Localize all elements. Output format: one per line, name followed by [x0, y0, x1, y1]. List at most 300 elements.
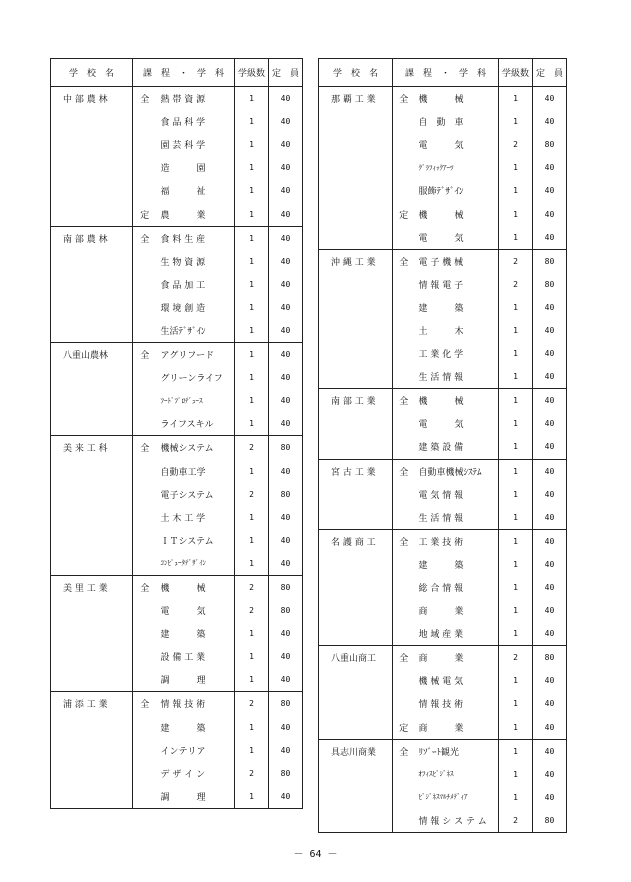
- course-type-cell: 全: [393, 646, 415, 670]
- school-name-cell: [319, 622, 393, 646]
- course-type-cell: [133, 506, 157, 529]
- capacity-cell: 40: [533, 319, 567, 342]
- table-row: [319, 646, 567, 670]
- school-name-cell: [319, 669, 393, 692]
- department-cell: 食 品 加 工: [157, 273, 235, 296]
- school-name-cell: 八重山商工: [319, 646, 393, 670]
- course-type-cell: [393, 273, 415, 296]
- table-row: [51, 296, 303, 319]
- school-name-cell: [51, 483, 133, 506]
- school-name-cell: 具志川商業: [319, 739, 393, 763]
- class-count-cell: 2: [235, 762, 269, 785]
- class-count-cell: 1: [499, 459, 533, 483]
- school-name-cell: 沖 縄 工 業: [319, 249, 393, 273]
- capacity-cell: 40: [533, 786, 567, 809]
- course-type-cell: [393, 110, 415, 133]
- school-name-cell: [51, 250, 133, 273]
- table-row: [51, 668, 303, 692]
- department-cell: 園 芸 科 学: [157, 133, 235, 156]
- table-row: [319, 156, 567, 179]
- department-cell: 設 備 工 業: [157, 645, 235, 668]
- class-count-cell: 1: [499, 202, 533, 225]
- class-count-cell: 1: [499, 599, 533, 622]
- department-cell: 機 械 電 気: [415, 669, 499, 692]
- table-row: [319, 365, 567, 389]
- capacity-cell: 80: [269, 762, 303, 785]
- table-row: [51, 645, 303, 668]
- school-name-cell: 那 覇 工 業: [319, 87, 393, 111]
- class-count-cell: 2: [499, 809, 533, 833]
- school-name-cell: [319, 716, 393, 740]
- course-type-cell: [133, 389, 157, 412]
- department-cell: 商 業: [415, 646, 499, 670]
- capacity-cell: 40: [269, 460, 303, 483]
- department-cell: グリーンライフ: [157, 366, 235, 389]
- class-count-cell: 1: [235, 296, 269, 319]
- capacity-cell: 80: [269, 436, 303, 460]
- department-cell: 造 園: [157, 156, 235, 179]
- department-cell: 電 気 情 報: [415, 483, 499, 506]
- school-name-cell: [319, 202, 393, 225]
- school-name-cell: [51, 739, 133, 762]
- course-type-cell: [133, 250, 157, 273]
- school-name-cell: [319, 110, 393, 133]
- course-type-cell: 全: [133, 692, 157, 716]
- course-type-cell: [393, 226, 415, 250]
- department-cell: ｸﾞﾗﾌｨｯｸｱｰﾂ: [415, 156, 499, 179]
- class-count-cell: 2: [235, 575, 269, 599]
- table-row: [51, 250, 303, 273]
- school-name-cell: [51, 599, 133, 622]
- class-count-cell: 1: [499, 483, 533, 506]
- department-cell: 自動車工学: [157, 460, 235, 483]
- class-count-cell: 1: [235, 716, 269, 739]
- class-count-cell: 1: [499, 622, 533, 646]
- course-type-cell: 全: [393, 249, 415, 273]
- school-name-cell: [319, 412, 393, 435]
- capacity-cell: 80: [269, 692, 303, 716]
- class-count-cell: 1: [235, 460, 269, 483]
- header-school: 学 校 名: [319, 59, 393, 87]
- table-row: [319, 202, 567, 225]
- class-count-cell: 1: [499, 786, 533, 809]
- capacity-cell: 40: [533, 599, 567, 622]
- course-type-cell: 全: [393, 87, 415, 111]
- course-type-cell: [133, 762, 157, 785]
- department-cell: ｺﾝﾋﾟｭｰﾀﾃﾞｻﾞｲﾝ: [157, 552, 235, 576]
- capacity-cell: 40: [533, 553, 567, 576]
- class-count-cell: 1: [499, 692, 533, 715]
- table-row: [51, 156, 303, 179]
- capacity-cell: 40: [269, 716, 303, 739]
- course-type-cell: [393, 622, 415, 646]
- department-cell: 自 動 車: [415, 110, 499, 133]
- school-name-cell: [319, 179, 393, 202]
- table-row: [51, 389, 303, 412]
- class-count-cell: 1: [235, 529, 269, 552]
- header-row: [51, 59, 303, 87]
- capacity-cell: 40: [533, 506, 567, 530]
- school-name-cell: [51, 389, 133, 412]
- table-row: [319, 412, 567, 435]
- class-count-cell: 1: [499, 156, 533, 179]
- table-row: [319, 249, 567, 273]
- school-name-cell: [51, 156, 133, 179]
- table-row: [51, 739, 303, 762]
- header-course: 課 程 ・ 学 科: [133, 59, 235, 87]
- class-count-cell: 1: [499, 389, 533, 413]
- table-row: [51, 436, 303, 460]
- school-name-cell: [319, 365, 393, 389]
- department-cell: 電 子 機 械: [415, 249, 499, 273]
- course-type-cell: [133, 296, 157, 319]
- school-name-cell: [51, 273, 133, 296]
- table-row: [51, 133, 303, 156]
- class-count-cell: 2: [235, 436, 269, 460]
- school-name-cell: [319, 599, 393, 622]
- capacity-cell: 40: [533, 342, 567, 365]
- capacity-cell: 40: [269, 552, 303, 576]
- class-count-cell: 1: [235, 87, 269, 111]
- page-number: － 64 －: [293, 849, 338, 860]
- school-name-cell: [51, 529, 133, 552]
- table-row: [319, 809, 567, 833]
- class-count-cell: 1: [235, 366, 269, 389]
- department-cell: 商 業: [415, 716, 499, 740]
- table-row: [319, 110, 567, 133]
- school-name-cell: [51, 110, 133, 133]
- course-type-cell: [133, 599, 157, 622]
- course-type-cell: [393, 692, 415, 715]
- class-count-cell: 1: [499, 412, 533, 435]
- school-name-cell: [51, 645, 133, 668]
- department-cell: 商 業: [415, 599, 499, 622]
- course-type-cell: [133, 319, 157, 343]
- class-count-cell: 1: [235, 250, 269, 273]
- class-count-cell: 2: [235, 692, 269, 716]
- course-type-cell: 全: [393, 529, 415, 553]
- course-type-cell: [393, 156, 415, 179]
- table-row: [319, 692, 567, 715]
- class-count-cell: 1: [235, 668, 269, 692]
- course-type-cell: [393, 319, 415, 342]
- table-row: [51, 412, 303, 436]
- capacity-cell: 40: [533, 435, 567, 459]
- class-count-cell: 1: [235, 226, 269, 250]
- class-count-cell: 2: [499, 249, 533, 273]
- class-count-cell: 1: [499, 576, 533, 599]
- department-cell: 服飾ﾃﾞｻﾞｲﾝ: [415, 179, 499, 202]
- school-name-cell: [319, 133, 393, 156]
- class-count-cell: 1: [235, 645, 269, 668]
- table-row: [319, 483, 567, 506]
- department-cell: 食 料 生 産: [157, 226, 235, 250]
- school-name-cell: [319, 319, 393, 342]
- class-count-cell: 2: [499, 133, 533, 156]
- school-name-cell: [51, 552, 133, 576]
- course-type-cell: [393, 506, 415, 530]
- table-row: [319, 599, 567, 622]
- course-type-cell: [393, 342, 415, 365]
- class-count-cell: 2: [235, 599, 269, 622]
- course-type-cell: [133, 716, 157, 739]
- school-name-cell: [51, 296, 133, 319]
- capacity-cell: 80: [533, 646, 567, 670]
- class-count-cell: 1: [235, 110, 269, 133]
- class-count-cell: 1: [235, 622, 269, 645]
- class-count-cell: 1: [499, 179, 533, 202]
- class-count-cell: 1: [235, 156, 269, 179]
- class-count-cell: 1: [235, 319, 269, 343]
- capacity-cell: 40: [533, 110, 567, 133]
- capacity-cell: 40: [269, 645, 303, 668]
- school-name-cell: 美 来 工 科: [51, 436, 133, 460]
- table-row: [51, 319, 303, 343]
- course-type-cell: [393, 179, 415, 202]
- table-row: [51, 716, 303, 739]
- capacity-cell: 40: [533, 412, 567, 435]
- table-row: [51, 366, 303, 389]
- table-row: [319, 273, 567, 296]
- capacity-cell: 40: [269, 296, 303, 319]
- department-cell: 工 業 化 学: [415, 342, 499, 365]
- school-name-cell: [51, 506, 133, 529]
- school-name-cell: [319, 553, 393, 576]
- capacity-cell: 40: [533, 483, 567, 506]
- class-count-cell: 1: [235, 133, 269, 156]
- department-cell: ライフスキル: [157, 412, 235, 436]
- capacity-cell: 40: [533, 226, 567, 250]
- course-type-cell: 全: [133, 436, 157, 460]
- table-row: [51, 202, 303, 226]
- table-row: [51, 343, 303, 367]
- department-cell: ﾘｿﾞｰﾄ観光: [415, 739, 499, 763]
- course-type-cell: [133, 739, 157, 762]
- capacity-cell: 40: [533, 692, 567, 715]
- table-row: [51, 599, 303, 622]
- school-name-cell: [51, 179, 133, 202]
- department-cell: 機 械: [415, 389, 499, 413]
- table-row: [319, 133, 567, 156]
- course-type-cell: [133, 412, 157, 436]
- table-row: [51, 552, 303, 576]
- header-course: 課 程 ・ 学 科: [393, 59, 499, 87]
- capacity-cell: 80: [533, 273, 567, 296]
- department-cell: 機 械: [415, 87, 499, 111]
- table-row: [51, 110, 303, 133]
- department-cell: 情 報 技 術: [415, 692, 499, 715]
- department-cell: 総 合 情 報: [415, 576, 499, 599]
- school-name-cell: [51, 622, 133, 645]
- table-row: [319, 87, 567, 111]
- table-row: [319, 506, 567, 530]
- course-type-cell: [133, 785, 157, 809]
- class-count-cell: 1: [499, 739, 533, 763]
- table-row: [51, 575, 303, 599]
- school-name-cell: [319, 692, 393, 715]
- class-count-cell: 1: [235, 273, 269, 296]
- school-name-cell: [51, 133, 133, 156]
- capacity-cell: 40: [269, 319, 303, 343]
- course-type-cell: 全: [133, 343, 157, 367]
- school-name-cell: [51, 668, 133, 692]
- department-cell: 土 木: [415, 319, 499, 342]
- school-name-cell: [51, 785, 133, 809]
- school-name-cell: 八重山農林: [51, 343, 133, 367]
- header-classes: 学級数: [499, 59, 533, 87]
- class-count-cell: 1: [499, 365, 533, 389]
- class-count-cell: 1: [235, 739, 269, 762]
- course-type-cell: [133, 645, 157, 668]
- course-type-cell: [133, 156, 157, 179]
- department-cell: 電 気: [415, 412, 499, 435]
- department-cell: 機 械: [415, 202, 499, 225]
- course-type-cell: [133, 133, 157, 156]
- school-name-cell: [319, 156, 393, 179]
- class-count-cell: 1: [499, 342, 533, 365]
- table-row: [319, 389, 567, 413]
- schools-table-left: [50, 58, 303, 809]
- school-name-cell: 南 部 農 林: [51, 226, 133, 250]
- class-count-cell: 1: [499, 669, 533, 692]
- department-cell: デ ザ イ ン: [157, 762, 235, 785]
- department-cell: 建 築: [415, 296, 499, 319]
- school-name-cell: [319, 483, 393, 506]
- class-count-cell: 1: [499, 110, 533, 133]
- capacity-cell: 80: [269, 575, 303, 599]
- table-row: [319, 435, 567, 459]
- class-count-cell: 1: [235, 785, 269, 809]
- capacity-cell: 40: [533, 763, 567, 786]
- capacity-cell: 40: [269, 622, 303, 645]
- table-row: [51, 692, 303, 716]
- table-row: [51, 273, 303, 296]
- capacity-cell: 40: [269, 739, 303, 762]
- capacity-cell: 40: [533, 669, 567, 692]
- table-row: [319, 553, 567, 576]
- capacity-cell: 40: [533, 202, 567, 225]
- table-row: [319, 459, 567, 483]
- department-cell: ﾋﾞｼﾞﾈｽﾏﾙﾁﾒﾃﾞｨｱ: [415, 786, 499, 809]
- course-type-cell: [393, 412, 415, 435]
- table-row: [319, 529, 567, 553]
- class-count-cell: 1: [235, 389, 269, 412]
- table-row: [319, 786, 567, 809]
- school-name-cell: [51, 716, 133, 739]
- school-name-cell: [51, 412, 133, 436]
- department-cell: 工 業 技 術: [415, 529, 499, 553]
- course-type-cell: [393, 786, 415, 809]
- capacity-cell: 40: [533, 576, 567, 599]
- capacity-cell: 40: [533, 156, 567, 179]
- course-type-cell: [133, 552, 157, 576]
- department-cell: ＩＴシステム: [157, 529, 235, 552]
- header-capacity: 定 員: [269, 59, 303, 87]
- capacity-cell: 40: [269, 202, 303, 226]
- school-name-cell: 中 部 農 林: [51, 87, 133, 111]
- school-name-cell: [51, 460, 133, 483]
- course-type-cell: 全: [393, 739, 415, 763]
- department-cell: 地 域 産 業: [415, 622, 499, 646]
- course-type-cell: [133, 460, 157, 483]
- department-cell: 熱 帯 資 源: [157, 87, 235, 111]
- school-name-cell: [51, 762, 133, 785]
- school-name-cell: [319, 786, 393, 809]
- capacity-cell: 40: [533, 179, 567, 202]
- class-count-cell: 1: [499, 506, 533, 530]
- table-row: [51, 179, 303, 202]
- class-count-cell: 1: [235, 202, 269, 226]
- course-type-cell: 全: [133, 87, 157, 111]
- department-cell: 調 理: [157, 785, 235, 809]
- capacity-cell: 40: [533, 622, 567, 646]
- department-cell: 情 報 シ ス テ ム: [415, 809, 499, 833]
- course-type-cell: 定: [393, 202, 415, 225]
- department-cell: 情 報 技 術: [157, 692, 235, 716]
- department-cell: 建 築: [415, 553, 499, 576]
- department-cell: 土 木 工 学: [157, 506, 235, 529]
- capacity-cell: 40: [269, 110, 303, 133]
- table-row: [51, 622, 303, 645]
- course-type-cell: [393, 435, 415, 459]
- course-type-cell: [133, 179, 157, 202]
- capacity-cell: 40: [269, 506, 303, 529]
- capacity-cell: 40: [533, 716, 567, 740]
- capacity-cell: 40: [533, 739, 567, 763]
- school-name-cell: 宮 古 工 業: [319, 459, 393, 483]
- school-name-cell: 浦 添 工 業: [51, 692, 133, 716]
- department-cell: インテリア: [157, 739, 235, 762]
- course-type-cell: [133, 622, 157, 645]
- class-count-cell: 2: [499, 646, 533, 670]
- school-name-cell: [319, 763, 393, 786]
- course-type-cell: [393, 133, 415, 156]
- table-row: [319, 716, 567, 740]
- school-name-cell: [51, 202, 133, 226]
- course-type-cell: [133, 483, 157, 506]
- header-school: 学 校 名: [51, 59, 133, 87]
- department-cell: 調 理: [157, 668, 235, 692]
- department-cell: 電 気: [157, 599, 235, 622]
- school-name-cell: [319, 226, 393, 250]
- class-count-cell: 1: [499, 553, 533, 576]
- course-type-cell: 全: [393, 459, 415, 483]
- department-cell: 生 活 情 報: [415, 506, 499, 530]
- school-name-cell: [319, 576, 393, 599]
- school-name-cell: [319, 435, 393, 459]
- capacity-cell: 80: [533, 249, 567, 273]
- capacity-cell: 40: [269, 156, 303, 179]
- school-name-cell: 美 里 工 業: [51, 575, 133, 599]
- table-row: [51, 785, 303, 809]
- capacity-cell: 40: [533, 389, 567, 413]
- course-type-cell: 定: [133, 202, 157, 226]
- course-type-cell: [393, 365, 415, 389]
- capacity-cell: 40: [269, 529, 303, 552]
- department-cell: 建 築: [157, 716, 235, 739]
- course-type-cell: [393, 553, 415, 576]
- capacity-cell: 40: [269, 412, 303, 436]
- class-count-cell: 1: [499, 529, 533, 553]
- table-row: [319, 319, 567, 342]
- course-type-cell: 全: [133, 226, 157, 250]
- department-cell: 食 品 科 学: [157, 110, 235, 133]
- capacity-cell: 40: [269, 785, 303, 809]
- class-count-cell: 1: [235, 179, 269, 202]
- schools-table-right: [318, 58, 567, 833]
- department-cell: 生 物 資 源: [157, 250, 235, 273]
- table-row: [51, 483, 303, 506]
